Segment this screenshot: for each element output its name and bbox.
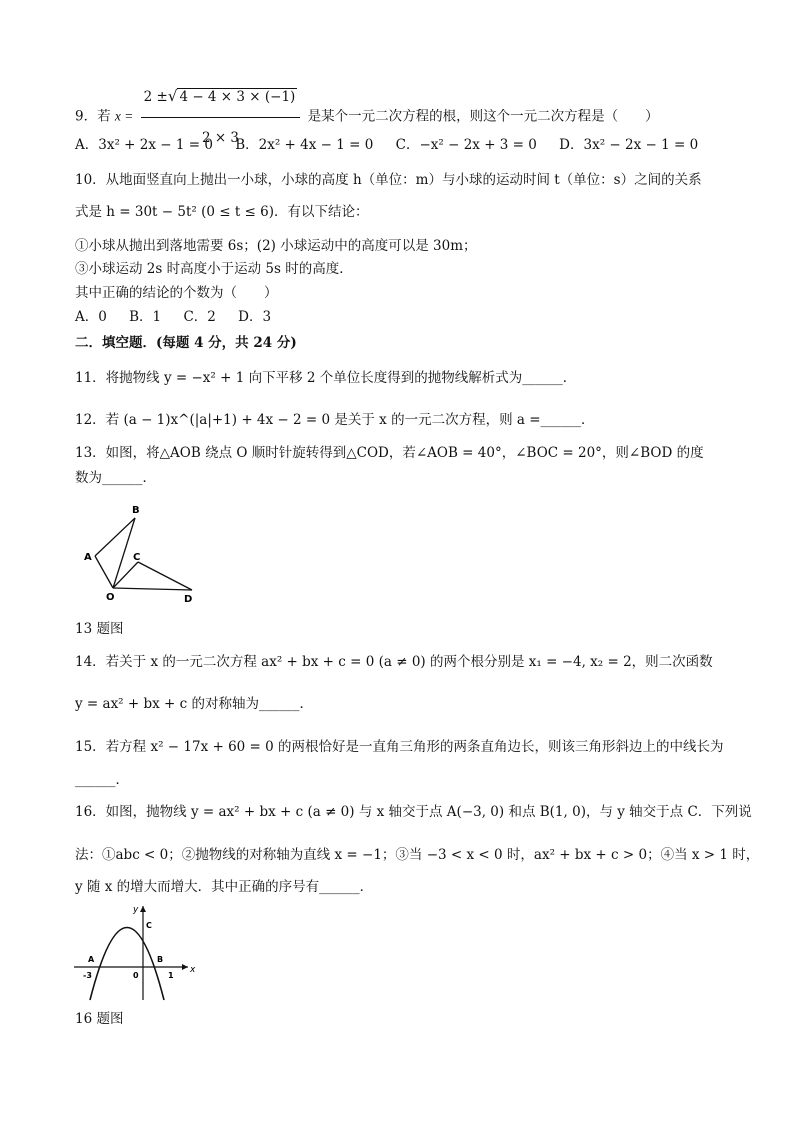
q13-line2: 数为______． bbox=[75, 470, 156, 486]
q16-x-arrow-icon bbox=[182, 964, 188, 970]
q10-line3: ①小球从抛出到落地需要 6s；(2) 小球运动中的高度可以是 30m； bbox=[75, 238, 477, 254]
q16-figure bbox=[70, 900, 200, 1005]
q14-line1: 14．若关于 x 的一元二次方程 ax² + bx + c = 0 (a ≠ 0) 的两个根分别是 x₁ = −4, x₂ = 2，则二次函数 bbox=[75, 654, 713, 670]
q16-tick-one: 1 bbox=[168, 971, 174, 980]
q13-figure bbox=[80, 500, 210, 605]
q10-options bbox=[75, 307, 289, 327]
q9-option-a[interactable]: A．3x² + 2x − 1 = 0 bbox=[75, 137, 213, 153]
q9-stem: 9．若 x = $\frac{2 \pm√ 4 - 4 \times 3 \times (-1)}{2 \times 3}$ 是某个一元二次方程的根，则这个一元二次方程是（ ） bbox=[75, 78, 659, 156]
q16-label-a: A bbox=[88, 955, 95, 964]
q16-label-y: y bbox=[133, 905, 139, 915]
q16-parabola bbox=[90, 928, 164, 1001]
q9-fraction: $\frac{2 \pm√ 4 - 4 \times 3 \times (-1)}{2 \times 3}$ bbox=[141, 78, 301, 156]
q16-line3: y 随 x 的增大而增大．其中正确的序号有______． bbox=[75, 879, 374, 895]
q13-label-c: C bbox=[133, 552, 141, 563]
q16-caption: 16 题图 bbox=[75, 1011, 124, 1027]
q11-stem: 11．将抛物线 y = −x² + 1 向下平移 2 个单位长度得到的抛物线解析式为______． bbox=[75, 370, 577, 386]
q13-label-a: A bbox=[84, 552, 92, 563]
q15-line2: ______． bbox=[75, 772, 129, 788]
q13-segment-od bbox=[113, 588, 192, 590]
q13-label-d: D bbox=[184, 594, 193, 605]
q16-tick-zero: 0 bbox=[133, 971, 139, 980]
q16-label-x: x bbox=[190, 965, 196, 975]
q9-option-c[interactable]: C．−x² − 2x + 3 = 0 bbox=[395, 137, 537, 153]
q10-line2: 式是 h = 30t − 5t² (0 ≤ t ≤ 6)．有以下结论： bbox=[75, 204, 369, 220]
q9-option-d[interactable]: D．3x² − 2x − 1 = 0 bbox=[559, 137, 699, 153]
q9-option-b[interactable]: B．2x² + 4x − 1 = 0 bbox=[235, 137, 374, 153]
q10-option-d[interactable]: D．3 bbox=[238, 309, 272, 325]
q10-option-a[interactable]: A．0 bbox=[75, 309, 107, 325]
section-title-fill-in: 二．填空题．(每题 4 分，共 24 分) bbox=[75, 335, 297, 351]
q12-stem: 12．若 (a − 1)x^(|a|+1) + 4x − 2 = 0 是关于 x 的一元二次方程，则 a =______． bbox=[75, 412, 595, 428]
q9-options bbox=[75, 135, 716, 155]
q13-label-b: B bbox=[132, 505, 140, 516]
q16-y-arrow-icon bbox=[140, 906, 146, 912]
q13-segment-ao bbox=[95, 556, 113, 588]
q13-line1: 13．如图，将△AOB 绕点 O 顺时针旋转得到△COD，若∠AOB = 40°，∠BOC = 20°，则∠BOD 的度 bbox=[75, 445, 704, 461]
q10-option-c[interactable]: C．2 bbox=[183, 309, 216, 325]
q16-label-c: C bbox=[146, 921, 152, 930]
q15-line1: 15．若方程 x² − 17x + 60 = 0 的两根恰好是一直角三角形的两条直角边长，则该三角形斜边上的中线长为 bbox=[75, 739, 724, 755]
q16-tick-neg3: -3 bbox=[83, 971, 92, 980]
q13-caption: 13 题图 bbox=[75, 621, 124, 637]
q16-line1: 16．如图，抛物线 y = ax² + bx + c (a ≠ 0) 与 x 轴交于点 A(−3, 0) 和点 B(1, 0)，与 y 轴交于点 C．下列说 bbox=[75, 804, 752, 820]
q13-segment-cd bbox=[138, 562, 192, 590]
q10-option-b[interactable]: B．1 bbox=[129, 309, 162, 325]
q13-label-o: O bbox=[106, 592, 115, 603]
q10-line4: ③小球运动 2s 时高度小于运动 5s 时的高度． bbox=[75, 261, 353, 277]
q14-line2: y = ax² + bx + c 的对称轴为______． bbox=[75, 696, 313, 712]
q10-line5: 其中正确的结论的个数为（ ） bbox=[75, 285, 278, 301]
q16-line2: 法：①abc < 0；②抛物线的对称轴为直线 x = −1；③当 −3 < x < 0 时，ax² + bx + c > 0；④当 x > 1 时， bbox=[75, 847, 760, 863]
q10-line1: 10．从地面竖直向上抛出一小球，小球的高度 h（单位：m）与小球的运动时间 t（单位：s）之间的关系 bbox=[75, 172, 702, 188]
q16-label-b: B bbox=[157, 955, 164, 964]
